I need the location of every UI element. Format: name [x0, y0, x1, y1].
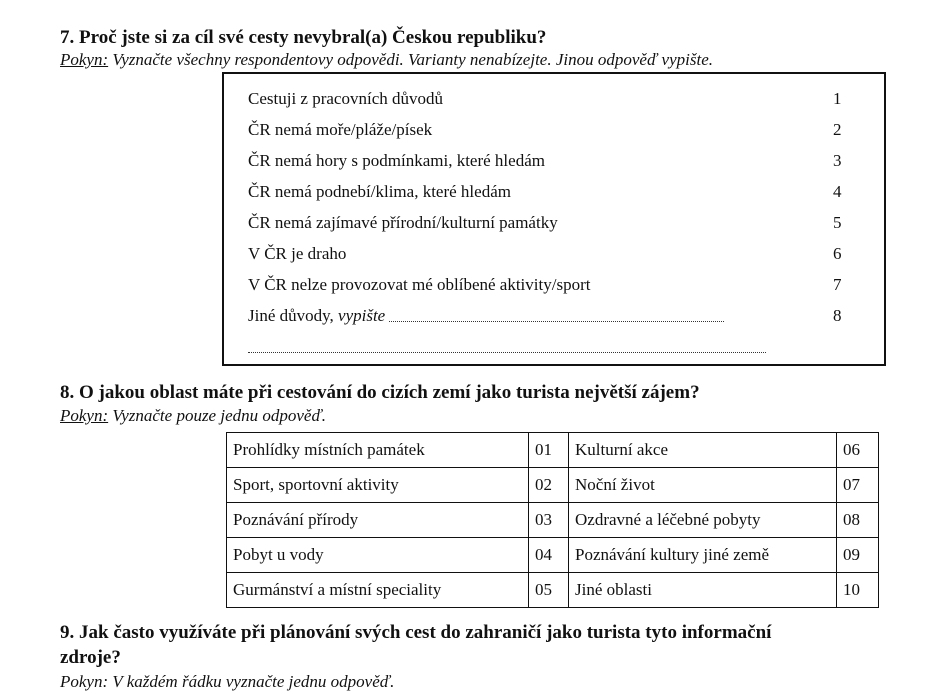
option-code[interactable]: 03	[529, 503, 569, 538]
question-9-title: 9. Jak často využíváte při plánování svých cest do zahraničí jako turista tyto informační	[60, 622, 772, 643]
question-7-instruction	[60, 50, 713, 70]
answer-option-code: 6	[833, 244, 842, 263]
question-8-instruction	[60, 406, 326, 426]
option-code[interactable]: 07	[837, 468, 879, 503]
option-code[interactable]: 04	[529, 538, 569, 573]
answer-option-code: 4	[833, 182, 842, 201]
answer-option[interactable]	[248, 208, 842, 238]
table-row	[227, 503, 879, 538]
answer-option[interactable]	[248, 270, 842, 300]
instruction-text: Vyznačte pouze jednu odpověď.	[112, 406, 327, 425]
option-code[interactable]: 06	[837, 433, 879, 468]
option-label[interactable]: Poznávání kultury jiné země	[569, 538, 837, 573]
question-9-instruction	[60, 672, 394, 692]
option-code[interactable]: 10	[837, 573, 879, 608]
answer-option-code: 1	[833, 89, 842, 108]
answer-option-label: Cestuji z pracovních důvodů	[248, 89, 443, 108]
table-row	[227, 468, 879, 503]
option-label[interactable]: Ozdravné a léčebné pobyty	[569, 503, 837, 538]
option-label[interactable]: Poznávání přírody	[227, 503, 529, 538]
other-answer-continuation-field[interactable]	[248, 352, 766, 353]
option-code[interactable]: 09	[837, 538, 879, 573]
question-8-title: 8. O jakou oblast máte při cestování do cizích zemí jako turista největší zájem?	[60, 382, 700, 403]
question-7-title: 7. Proč jste si za cíl své cesty nevybral(a) Českou republiku?	[60, 27, 547, 48]
answer-option-label: ČR nemá moře/pláže/písek	[248, 120, 433, 139]
answer-option-label: ČR nemá hory s podmínkami, které hledám	[248, 151, 545, 170]
answer-option-other[interactable]	[248, 301, 842, 331]
option-label[interactable]: Sport, sportovní aktivity	[227, 468, 529, 503]
answer-option-code: 5	[833, 213, 842, 232]
option-label[interactable]: Noční život	[569, 468, 837, 503]
question-9-title-continued: zdroje?	[60, 647, 121, 668]
answer-option[interactable]	[248, 239, 842, 269]
answer-option[interactable]	[248, 146, 842, 176]
option-code[interactable]: 05	[529, 573, 569, 608]
table-row	[227, 433, 879, 468]
answer-option[interactable]	[248, 177, 842, 207]
instruction-label: Pokyn:	[60, 406, 109, 425]
answer-option-label: V ČR je draho	[248, 244, 347, 263]
instruction-label: Pokyn:	[60, 672, 109, 691]
question-8-options-table	[226, 432, 879, 608]
answer-option-label: V ČR nelze provozovat mé oblíbené aktivity/sport	[248, 275, 591, 294]
answer-option-label: ČR nemá zajímavé přírodní/kulturní památky	[248, 213, 558, 232]
option-label[interactable]: Kulturní akce	[569, 433, 837, 468]
option-code[interactable]: 02	[529, 468, 569, 503]
answer-option-code: 8	[833, 306, 842, 325]
question-7-options-box	[222, 72, 886, 366]
other-label: Jiné důvody,	[248, 306, 334, 325]
answer-option[interactable]	[248, 84, 842, 114]
instruction-text: Vyznačte všechny respondentovy odpovědi. Varianty nenabízejte. Jinou odpověď vypište.	[112, 50, 713, 69]
option-label[interactable]: Pobyt u vody	[227, 538, 529, 573]
option-label[interactable]: Jiné oblasti	[569, 573, 837, 608]
table-row	[227, 573, 879, 608]
option-code[interactable]: 08	[837, 503, 879, 538]
other-answer-field[interactable]	[389, 301, 724, 322]
table-row	[227, 538, 879, 573]
instruction-text: V každém řádku vyznačte jednu odpověď.	[112, 672, 395, 691]
other-label-italic: vypište	[338, 306, 386, 325]
option-label[interactable]: Prohlídky místních památek	[227, 433, 529, 468]
option-code[interactable]: 01	[529, 433, 569, 468]
option-label[interactable]: Gurmánství a místní speciality	[227, 573, 529, 608]
answer-option[interactable]	[248, 115, 842, 145]
answer-option-code: 7	[833, 275, 842, 294]
answer-option-code: 3	[833, 151, 842, 170]
answer-option-code: 2	[833, 120, 842, 139]
answer-option-label: ČR nemá podnebí/klima, které hledám	[248, 182, 511, 201]
instruction-label: Pokyn:	[60, 50, 109, 69]
answer-option-label	[248, 301, 724, 331]
